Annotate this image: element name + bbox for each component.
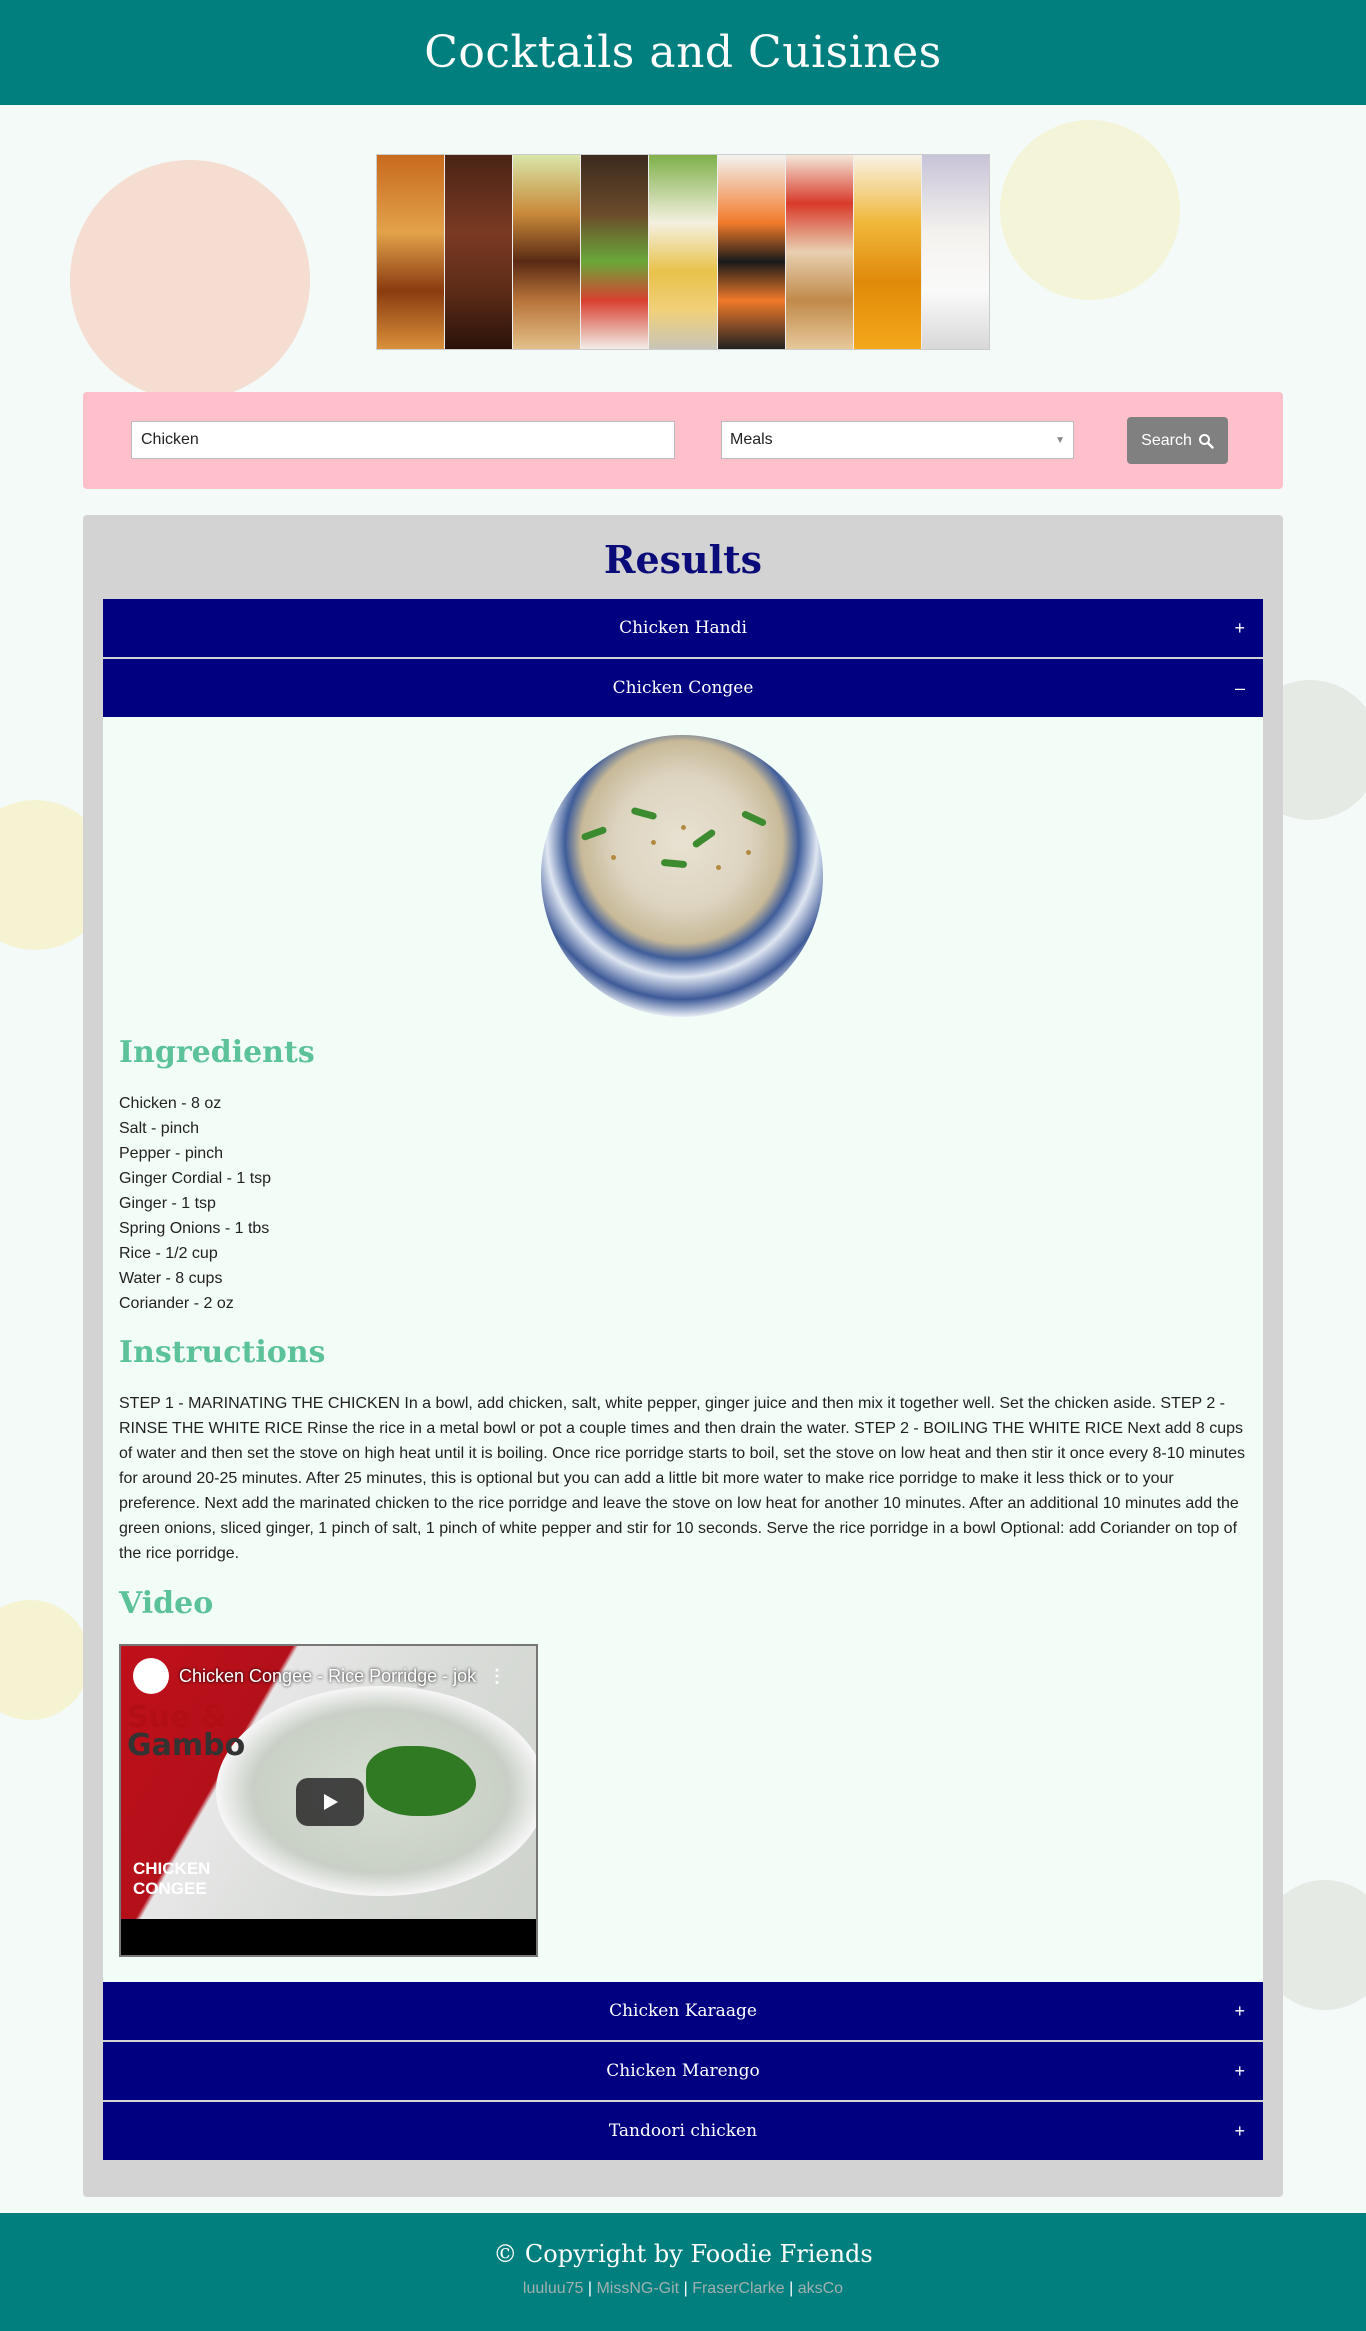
accordion-label: Chicken Handi	[619, 618, 747, 638]
expand-icon: +	[1234, 617, 1245, 638]
food-banner-image	[376, 154, 990, 350]
video-title[interactable]: Chicken Congee - Rice Porridge - jok	[179, 1665, 477, 1686]
separator: |	[789, 2280, 794, 2297]
collapse-icon: –	[1234, 677, 1245, 698]
author-link[interactable]: luuluu75	[522, 2280, 584, 2297]
ingredient-item: Rice - 1/2 cup	[119, 1245, 218, 1262]
accordion-header-chicken-handi[interactable]	[103, 599, 1263, 657]
banner-strip-sushi	[718, 155, 786, 349]
author-link[interactable]: MissNG-Git	[596, 2280, 680, 2297]
author-links	[0, 2280, 1366, 2298]
expand-icon: +	[1234, 2000, 1245, 2021]
ingredient-item: Ginger - 1 tsp	[119, 1195, 216, 1212]
accordion-header-tandoori-chicken[interactable]	[103, 2102, 1263, 2160]
video-heading: Video	[119, 1586, 214, 1621]
accordion-header-chicken-marengo[interactable]	[103, 2042, 1263, 2100]
accordion-label: Chicken Congee	[612, 678, 754, 698]
site-footer	[0, 2213, 1366, 2331]
accordion-header-chicken-congee[interactable]	[103, 659, 1263, 717]
site-header	[0, 0, 1366, 105]
banner-strip-rice	[922, 155, 989, 349]
ingredient-item: Chicken - 8 oz	[119, 1095, 222, 1112]
background-fruit-decoration	[0, 1600, 90, 1720]
play-icon	[319, 1791, 341, 1813]
copyright-text: © Copyright by Foodie Friends	[493, 2240, 873, 2268]
ingredient-item: Salt - pinch	[119, 1120, 200, 1137]
video-brand-logo: Sue & Gambo	[127, 1700, 246, 1763]
ingredients-list	[119, 1091, 271, 1316]
search-panel	[83, 392, 1283, 489]
search-icon	[1198, 433, 1214, 449]
more-options-icon[interactable]: ⋮	[488, 1666, 506, 1686]
ingredient-item: Pepper - pinch	[119, 1145, 224, 1162]
play-button[interactable]	[296, 1778, 364, 1826]
separator: |	[683, 2280, 688, 2297]
search-input[interactable]	[131, 421, 675, 459]
ingredient-item: Water - 8 cups	[119, 1270, 223, 1287]
instructions-text: STEP 1 - MARINATING THE CHICKEN In a bowl, add chicken, salt, white pepper, ginger juice and then mix it together well. Set the chicken aside. STEP 2 - RINSE THE WHITE RICE Rinse the rice in a metal bowl or pot a couple times and then drain the water. STEP 2 - BOILING THE WHITE RICE Next add 8 cups of water and then set the stove on high heat until it is boiling. Once rice porridge starts to boil, set the stove on low heat and then stir it once every 8-10 minutes for around 20-25 minutes. After 25 minutes, this is optional but you can add a little bit more water to make rice porridge to make it less thick or to your preference. Next add the marinated chicken to the rice porridge and leave the stove on low heat for another 10 minutes. After an additional 10 minutes add the green onions, sliced ginger, 1 pinch of salt, 1 pinch of white pepper and stir for 10 seconds. Serve the rice porridge in a bowl Optional: add Coriander on top of the rice porridge.	[119, 1395, 1245, 1562]
ingredients-heading: Ingredients	[119, 1035, 315, 1070]
accordion-label: Tandoori chicken	[608, 2121, 758, 2141]
ingredient-item: Spring Onions - 1 tbs	[119, 1220, 270, 1237]
video-player[interactable]	[119, 1644, 538, 1957]
site-title: Cocktails and Cuisines	[424, 27, 942, 78]
banner-strip-cereal	[786, 155, 854, 349]
expand-icon: +	[1234, 2120, 1245, 2141]
accordion-label: Chicken Karaage	[609, 2001, 757, 2021]
banner-strip-salad	[581, 155, 649, 349]
ingredient-item: Ginger Cordial - 1 tsp	[119, 1170, 272, 1187]
chevron-down-icon: ▼	[1055, 434, 1065, 446]
banner-strip-pasta	[649, 155, 717, 349]
banner-strip-burger	[513, 155, 581, 349]
search-button-label: Search	[1141, 431, 1192, 449]
banner-strip-honey	[854, 155, 922, 349]
separator: |	[587, 2280, 593, 2297]
video-thumbnail-caption: CHICKEN CONGEE	[133, 1859, 211, 1898]
ingredient-item: Coriander - 2 oz	[119, 1295, 234, 1312]
author-link[interactable]: FraserClarke	[692, 2280, 785, 2297]
meal-image	[541, 735, 823, 1017]
accordion-header-chicken-karaage[interactable]	[103, 1982, 1263, 2040]
results-heading: Results	[603, 537, 763, 582]
search-type-select[interactable]	[721, 421, 1074, 459]
search-button[interactable]	[1127, 417, 1228, 464]
accordion-label: Chicken Marengo	[606, 2061, 760, 2081]
author-link[interactable]: aksCo	[797, 2280, 844, 2297]
video-title-bar[interactable]	[133, 1658, 476, 1694]
results-panel	[83, 515, 1283, 2197]
expand-icon: +	[1234, 2060, 1245, 2081]
search-type-selected: Meals	[730, 431, 773, 448]
banner-strip-shrimp	[377, 155, 445, 349]
instructions-heading: Instructions	[119, 1335, 326, 1370]
accordion-body-chicken-congee	[103, 717, 1263, 1982]
banner-strip-steak	[445, 155, 513, 349]
channel-avatar-icon[interactable]	[133, 1658, 169, 1694]
